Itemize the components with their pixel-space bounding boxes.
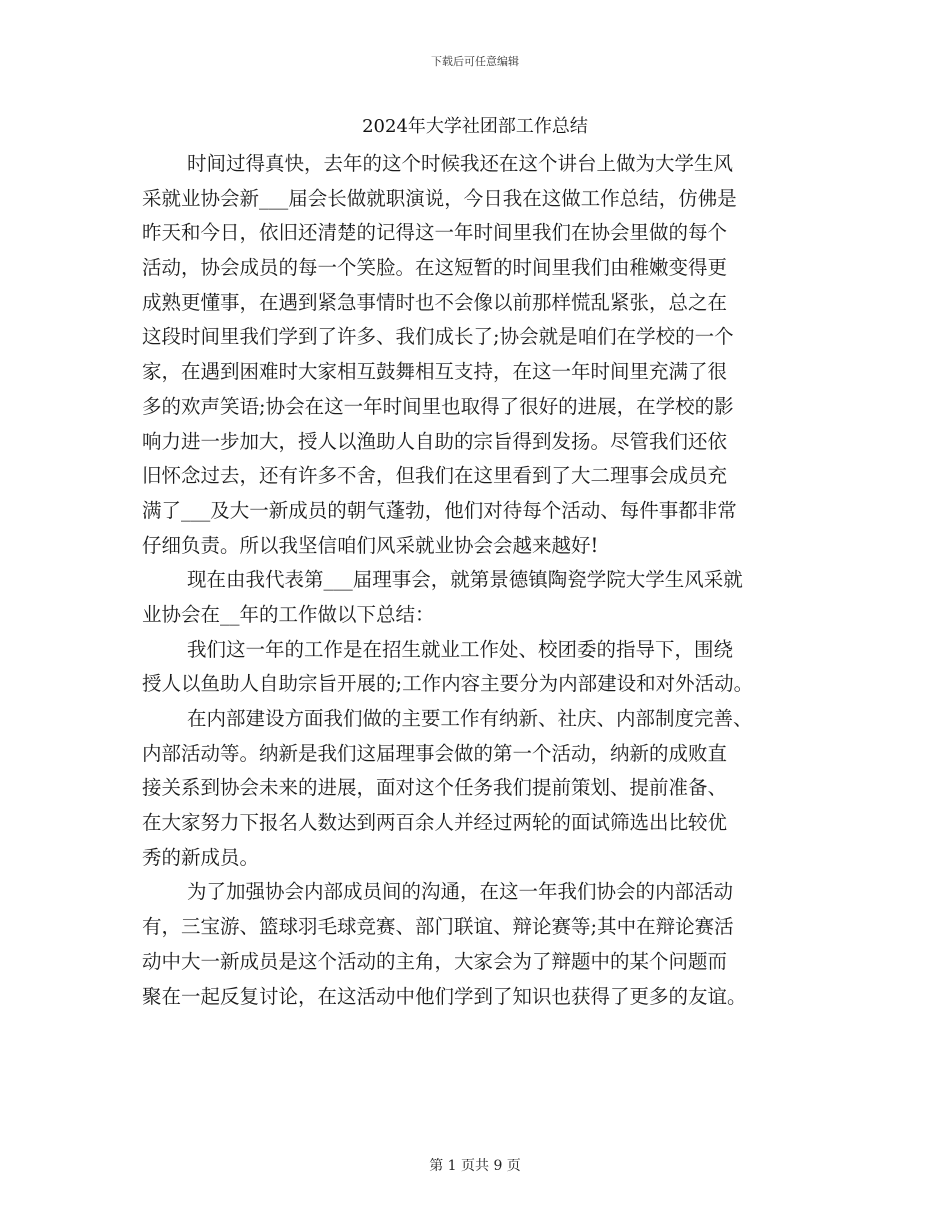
paragraph-line: 旧怀念过去，还有许多不舍，但我们在这里看到了大二理事会成员充 (142, 464, 728, 488)
paragraph-line: 昨天和今日，依旧还清楚的记得这一年时间里我们在协会里做的每个 (142, 221, 728, 245)
paragraph-line: 在内部建设方面我们做的主要工作有纳新、社庆、内部制度完善、 (187, 707, 753, 730)
paragraph-line: 成熟更懂事，在遇到紧急事情时也不会像以前那样慌乱紧张，总之在 (142, 290, 728, 314)
paragraph-line: 满了___及大一新成员的朝气蓬勃，他们对待每个活动、每件事都非常 (142, 498, 737, 522)
paragraph-line: 家，在遇到困难时大家相互鼓舞相互支持，在这一年时间里充满了很 (142, 360, 728, 384)
paragraph-line: 接关系到协会未来的进展，面对这个任务我们提前策划、提前准备、 (142, 776, 728, 800)
paragraph-line: 时间过得真快，去年的这个时候我还在这个讲台上做为大学生风 (187, 152, 734, 175)
paragraph-line: 授人以鱼助人自助宗旨开展的;工作内容主要分为内部建设和对外活动。 (142, 672, 754, 696)
page-footer: 第 1 页共 9 页 (429, 1158, 521, 1174)
paragraph-line: 为了加强协会内部成员间的沟通，在这一年我们协会的内部活动 (187, 880, 734, 904)
document-body (142, 147, 810, 1014)
paragraph-line: 有，三宝游、篮球羽毛球竞赛、部门联谊、辩论赛等;其中在辩论赛活 (142, 915, 734, 939)
paragraph-line: 活动，协会成员的每一个笑脸。在这短暂的时间里我们由稚嫩变得更 (142, 256, 728, 280)
header-note: 下载后可任意编辑 (431, 55, 519, 68)
document-title: 2024年大学社团部工作总结 (362, 116, 588, 137)
paragraph-line: 我们这一年的工作是在招生就业工作处、校团委的指导下，围绕 (187, 637, 734, 661)
paragraph-line: 响力进一步加大，授人以渔助人自助的宗旨得到发扬。尽管我们还依 (142, 429, 728, 453)
paragraph-line: 在大家努力下报名人数达到两百余人并经过两轮的面试筛选出比较优 (142, 811, 728, 835)
paragraph-line: 仔细负责。所以我坚信咱们风采就业协会会越来越好! (142, 533, 599, 557)
paragraph-line: 多的欢声笑语;协会在这一年时间里也取得了很好的进展，在学校的影 (142, 394, 734, 418)
paragraph-line: 这段时间里我们学到了许多、我们成长了;协会就是咱们在学校的一个 (142, 325, 734, 349)
paragraph-line: 现在由我代表第___届理事会，就第景德镇陶瓷学院大学生风采就 (187, 568, 743, 592)
paragraph-line: 采就业协会新___届会长做就职演说，今日我在这做工作总结，仿佛是 (142, 186, 737, 210)
paragraph-line: 业协会在__年的工作做以下总结： (142, 602, 435, 626)
paragraph-line: 内部活动等。纳新是我们这届理事会做的第一个活动，纳新的成败直 (142, 741, 728, 765)
paragraph-line: 动中大一新成员是这个活动的主角，大家会为了辩题中的某个问题而 (142, 949, 728, 973)
paragraph-line: 秀的新成员。 (142, 845, 260, 869)
paragraph-line: 聚在一起反复讨论，在这活动中他们学到了知识也获得了更多的友谊。 (142, 984, 747, 1008)
